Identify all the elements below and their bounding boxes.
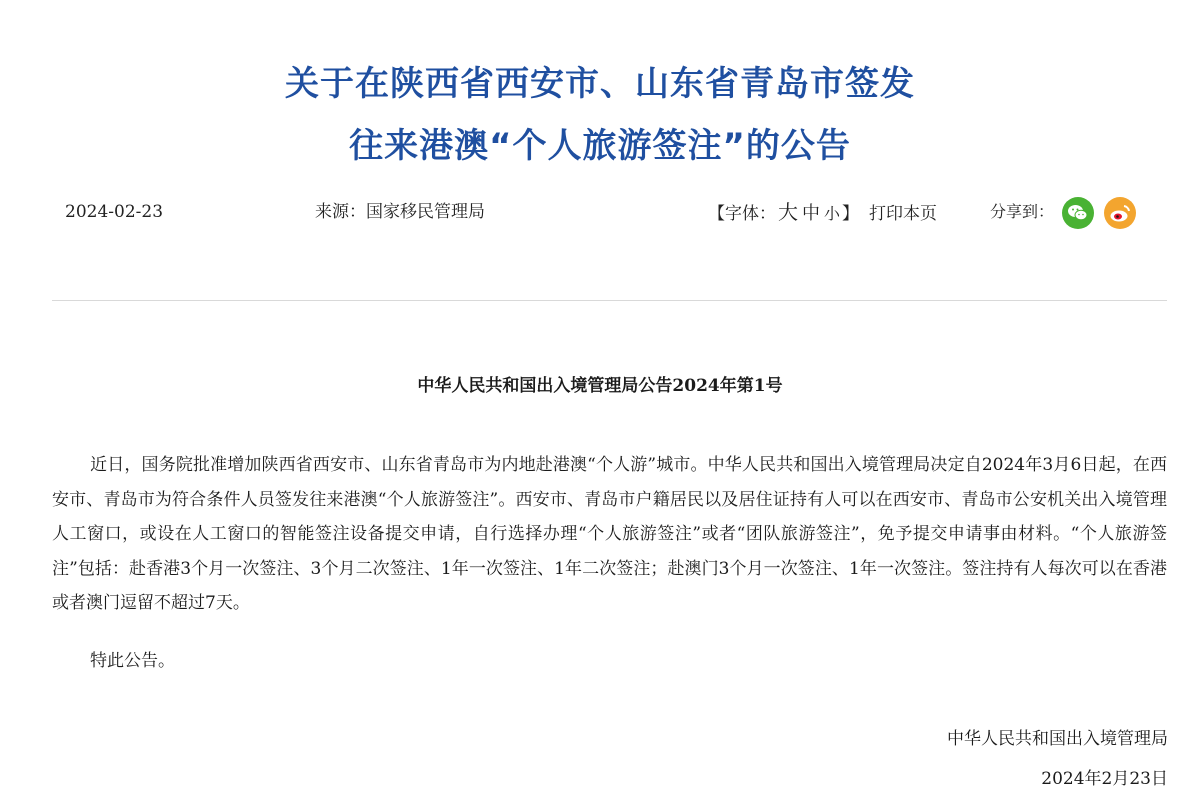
page-title-line-2: 往来港澳“个人旅游签注”的公告 [349, 126, 851, 166]
print-page-link[interactable]: 打印本页 [869, 204, 938, 224]
closing-remark: 特此公告。 [90, 651, 175, 671]
wechat-icon[interactable] [1062, 197, 1094, 229]
source-label: 来源：国家移民管理局 [315, 202, 485, 222]
publish-date: 2024-02-23 [65, 202, 164, 222]
font-size-label: 【字体： [708, 204, 776, 224]
font-size-medium-button[interactable]: 中 [802, 203, 820, 224]
font-size-bracket: 】 [842, 204, 860, 224]
weibo-icon[interactable] [1104, 197, 1136, 229]
document-number: 中华人民共和国出入境管理局公告2024年第1号 [417, 376, 783, 396]
font-size-controls [708, 198, 937, 228]
font-size-large-button[interactable]: 大 [778, 200, 798, 224]
share-label: 分享到： [990, 202, 1055, 221]
font-size-small-button[interactable]: 小 [824, 204, 841, 223]
header-divider [52, 300, 1167, 301]
announcement-body-text: 近日，国务院批准增加陕西省西安市、山东省青岛市为内地赴港澳“个人游”城市。中华人民共和国出入境管理局决定自2024年3月6日起，在西安市、青岛市为符合条件人员签发往来港澳“个人旅游签注”。西安市、青岛市户籍居民以及居住证持有人可以在西安市、青岛市公安机关出入境管理人工窗口，或设在人工窗口的智能签注设备提交申请，自行选择办理“个人旅游签注”或者“团队旅游签注”，免予提交申请事由材料。“个人旅游签注”包括：赴香港3个月一次签注、3个月二次签注、1年一次签注、1年二次签注；赴澳门3个月一次签注、1年一次签注。签注持有人每次可以在香港或者澳门逗留不超过7天。 [52, 455, 1167, 613]
signing-organization: 中华人民共和国出入境管理局 [947, 729, 1168, 749]
signing-date: 2024年2月23日 [1041, 769, 1168, 789]
announcement-body [52, 448, 1167, 621]
page-title-line-1: 关于在陕西省西安市、山东省青岛市签发 [285, 64, 915, 104]
